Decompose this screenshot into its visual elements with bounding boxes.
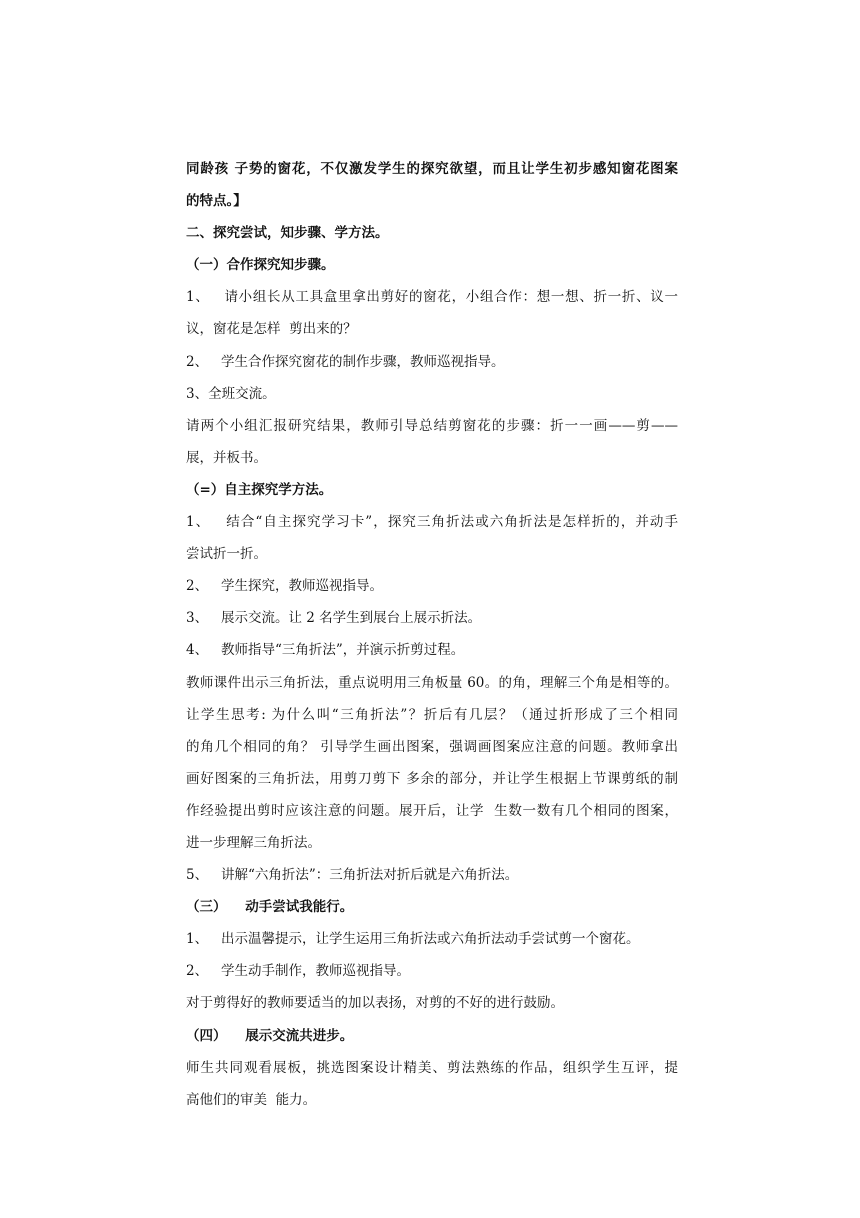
subsection-heading: （四） 展示交流共进步。 [186, 1027, 354, 1044]
list-item: 2、 学生探究，教师巡视指导。 [186, 578, 383, 595]
paragraph-line: 同龄孩 子势的窗花，不仅激发学生的探究欲望，而且让学生初步感知窗花图案 [186, 161, 678, 177]
paragraph-line: 进一步理解三角折法。 [186, 834, 321, 851]
paragraph-line: 展，并板书。 [186, 449, 267, 466]
subsection-heading: （三） 动手尝试我能行。 [186, 899, 354, 916]
document-body [186, 153, 678, 1116]
subsection-heading: （一）合作探究知步骤。 [186, 257, 335, 274]
paragraph-line: 对于剪得好的教师要适当的加以表扬，对剪的不好的进行鼓励。 [186, 995, 564, 1012]
paragraph-line: 师生共同观看展板，挑选图案设计精美、剪法熟练的作品，组织学生互评，提 [186, 1059, 678, 1076]
paragraph-line: 的角几个相同的角？ 引导学生画出图案，强调画图案应注意的问题。教师拿出 [186, 738, 678, 755]
paragraph-line: 让学生思考: 为什么叫“三角折法”？折后有几层？（通过折形成了三个相同 [186, 706, 678, 723]
list-item: 2、 学生动手制作，教师巡视指导。 [186, 963, 410, 980]
list-item-continuation: 议，窗花是怎样 剪出来的？ [186, 321, 357, 338]
paragraph-line: 画好图案的三角折法，用剪刀剪下 多余的部分，并让学生根据上节课剪纸的制 [186, 770, 678, 787]
list-item: 3、 展示交流。让 2 名学生到展台上展示折法。 [186, 610, 482, 627]
subsection-heading: （=）自主探究学方法。 [186, 481, 333, 498]
paragraph-line: 教师课件出示三角折法，重点说明用三角板量 60。的角，理解三个角是相等的。 [186, 674, 678, 691]
list-item: 1、 出示温馨提示，让学生运用三角折法或六角折法动手尝试剪一个窗花。 [186, 931, 640, 948]
paragraph-line: 请两个小组汇报研究结果，教师引导总结剪窗花的步骤：折一一画——剪—— [186, 417, 678, 434]
list-item: 1、 结合“自主探究学习卡”，探究三角折法或六角折法是怎样折的，并动手 [186, 514, 678, 531]
paragraph-line: 的特点。】 [186, 193, 247, 210]
list-item: 4、 教师指导“三角折法”，并演示折剪过程。 [186, 642, 465, 659]
list-item-continuation: 尝试折一折。 [186, 546, 267, 563]
paragraph-line: 作经验提出剪时应该注意的问题。展开后，让学 生数一数有几个相同的图案， [186, 802, 678, 819]
paragraph-line: 高他们的审美 能力。 [186, 1091, 317, 1108]
list-item: 2、 学生合作探究窗花的制作步骤，教师巡视指导。 [186, 353, 505, 370]
list-item: 3、全班交流。 [186, 385, 276, 402]
list-item: 1、 请小组长从工具盒里拿出剪好的窗花，小组合作：想一想、折一折、议一 [186, 289, 678, 306]
section-heading: 二、探究尝试，知步骤、学方法。 [186, 225, 389, 242]
list-item: 5、 讲解“六角折法”：三角折法对折后就是六角折法。 [186, 867, 519, 884]
